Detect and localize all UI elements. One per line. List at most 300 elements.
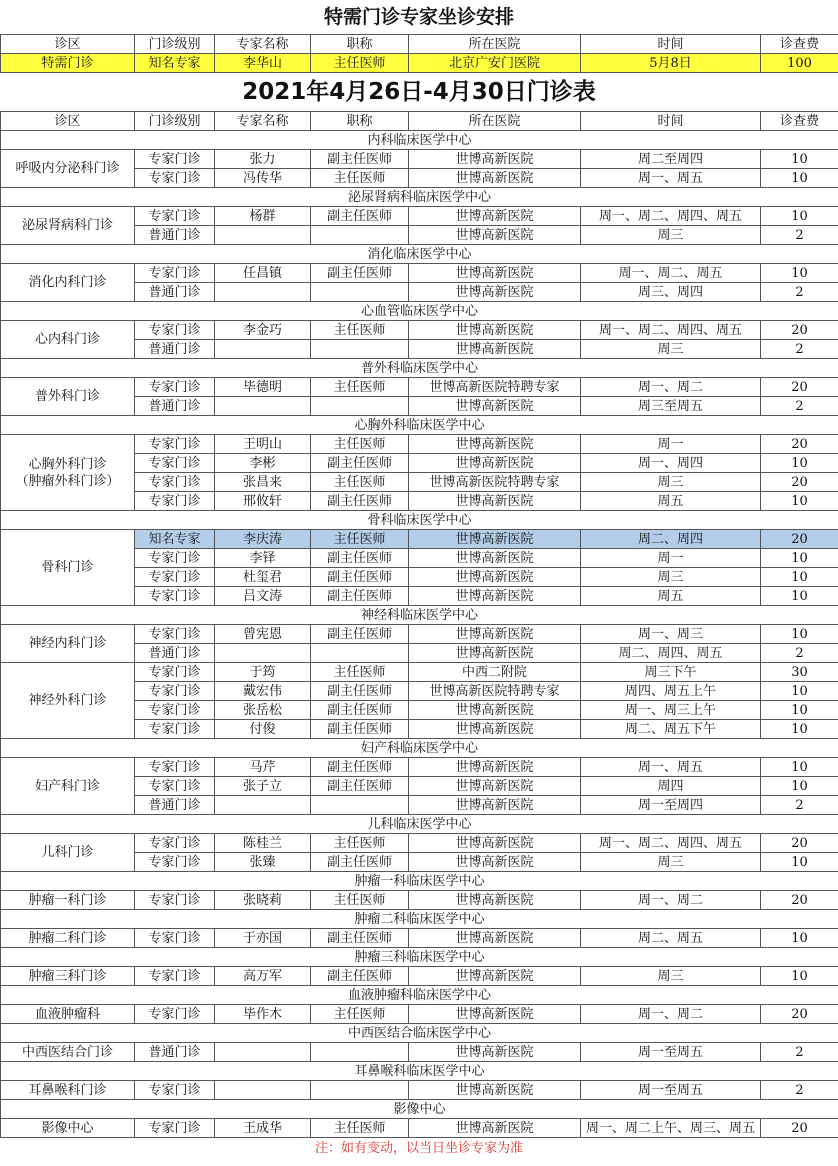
clinic-area-cell <box>1 1043 135 1062</box>
table-cell: 特需门诊 <box>1 54 135 73</box>
table-cell: 任昌镇 <box>215 264 311 283</box>
table-cell: 普通门诊 <box>135 340 215 359</box>
table-cell: 专家门诊 <box>135 568 215 587</box>
table-cell: 世博高新医院 <box>409 169 581 188</box>
table-cell: 周二、周五下午 <box>581 720 761 739</box>
table-cell: 10 <box>761 758 838 777</box>
table-cell: 10 <box>761 169 838 188</box>
section-header-row <box>1 739 838 758</box>
table-cell: 副主任医师 <box>311 853 409 872</box>
clinic-area-name: 神经外科门诊 <box>28 693 107 708</box>
table-cell: 主任医师 <box>311 378 409 397</box>
table-cell <box>215 226 311 245</box>
clinic-area-name: 普外科门诊 <box>34 389 100 404</box>
section-title: 心血管临床医学中心 <box>1 302 838 321</box>
clinic-area-cell <box>1 435 135 511</box>
table-cell: 张力 <box>215 150 311 169</box>
table-cell: 周一、周二、周四、周五 <box>581 321 761 340</box>
table-cell: 10 <box>761 625 838 644</box>
table-cell <box>215 283 311 302</box>
table-cell: 世博高新医院 <box>409 530 581 549</box>
table-cell: 世博高新医院 <box>409 1119 581 1138</box>
table-cell: 李庆涛 <box>215 530 311 549</box>
table-cell: 主任医师 <box>311 321 409 340</box>
table-cell: 世博高新医院 <box>409 587 581 606</box>
clinic-area-cell <box>1 891 135 910</box>
table-cell: 周一至周五 <box>581 1043 761 1062</box>
table-cell: 陈桂兰 <box>215 834 311 853</box>
table-cell: 20 <box>761 321 838 340</box>
table-cell: 副主任医师 <box>311 549 409 568</box>
clinic-area-cell <box>1 150 135 188</box>
table-cell: 普通门诊 <box>135 1043 215 1062</box>
table-row <box>1 435 838 454</box>
section-title: 耳鼻喉科临床医学中心 <box>1 1062 838 1081</box>
table-cell: 世博高新医院 <box>409 150 581 169</box>
table-row <box>1 207 838 226</box>
schedule-subtitle: 2021年4月26日-4月30日门诊表 <box>242 79 596 105</box>
clinic-area-cell <box>1 1081 135 1100</box>
clinic-area-cell <box>1 207 135 245</box>
table-cell: 马芹 <box>215 758 311 777</box>
table-cell: 周一、周二 <box>581 891 761 910</box>
table-cell: 专家门诊 <box>135 891 215 910</box>
table-cell: 李彬 <box>215 454 311 473</box>
table-cell: 张昌来 <box>215 473 311 492</box>
table-row <box>1 378 838 397</box>
section-header-row <box>1 815 838 834</box>
table-cell: 专家门诊 <box>135 473 215 492</box>
clinic-area-name: 肿瘤二科门诊 <box>28 930 107 946</box>
table-cell: 专家门诊 <box>135 454 215 473</box>
table-cell: 副主任医师 <box>311 568 409 587</box>
page-title: 特需门诊专家坐诊安排 <box>323 6 514 28</box>
table-cell: 周一、周五 <box>581 758 761 777</box>
table-cell: 世博高新医院 <box>409 701 581 720</box>
table-cell: 毕德明 <box>215 378 311 397</box>
clinic-area-cell <box>1 378 135 416</box>
section-title: 肿瘤二科临床医学中心 <box>1 910 838 929</box>
table-cell: 周一、周二、周四、周五 <box>581 207 761 226</box>
table-cell: 副主任医师 <box>311 929 409 948</box>
table-cell: 于筠 <box>215 663 311 682</box>
table-cell: 周一、周四 <box>581 454 761 473</box>
table-cell: 周一、周二、周五 <box>581 264 761 283</box>
table-cell: 世博高新医院 <box>409 492 581 511</box>
table-cell: 副主任医师 <box>311 207 409 226</box>
table-cell: 周四 <box>581 777 761 796</box>
table-cell: 世博高新医院 <box>409 777 581 796</box>
table-cell: 主任医师 <box>311 530 409 549</box>
table-cell: 周一、周二上午、周三、周五 <box>581 1119 761 1138</box>
table-cell: 2 <box>761 1043 838 1062</box>
clinic-area-name: 妇产科门诊 <box>34 778 100 794</box>
table-row <box>1 1043 838 1062</box>
table-cell: 专家门诊 <box>135 967 215 986</box>
table-cell: 周四、周五上午 <box>581 682 761 701</box>
table-cell: 世博高新医院 <box>409 796 581 815</box>
footnote: 注：如有变动，以当日坐诊专家为准 <box>314 1140 523 1156</box>
table-cell: 世博高新医院特聘专家 <box>409 473 581 492</box>
table-cell: 知名专家 <box>135 530 215 549</box>
table-cell: 戴宏伟 <box>215 682 311 701</box>
table-cell: 周二、周五 <box>581 929 761 948</box>
section-title: 骨科临床医学中心 <box>1 511 838 530</box>
table-cell: 专家门诊 <box>135 929 215 948</box>
table-cell: 专家门诊 <box>135 378 215 397</box>
header-cell: 职称 <box>311 112 409 131</box>
section-title: 肿瘤一科临床医学中心 <box>1 872 838 891</box>
header-cell: 所在医院 <box>409 112 581 131</box>
table-cell <box>215 644 311 663</box>
table-cell: 王成华 <box>215 1119 311 1138</box>
table-cell: 20 <box>761 1119 838 1138</box>
table-cell: 20 <box>761 473 838 492</box>
table-cell: 周三至周五 <box>581 397 761 416</box>
table-cell: 周一、周二 <box>581 1005 761 1024</box>
table-cell: 王明山 <box>215 435 311 454</box>
table-cell: 周一至周五 <box>581 1081 761 1100</box>
table-cell: 世博高新医院 <box>409 264 581 283</box>
table-cell: 世博高新医院 <box>409 853 581 872</box>
table-cell: 张岳松 <box>215 701 311 720</box>
table-cell: 周三 <box>581 568 761 587</box>
section-header-row <box>1 131 838 150</box>
header-cell: 诊查费 <box>761 112 838 131</box>
table-cell: 主任医师 <box>311 473 409 492</box>
table-row <box>1 891 838 910</box>
table-cell: 世博高新医院 <box>409 834 581 853</box>
section-title: 心胸外科临床医学中心 <box>1 416 838 435</box>
section-title: 泌尿肾病科临床医学中心 <box>1 188 838 207</box>
table-cell: 张晓莉 <box>215 891 311 910</box>
table-cell: 2 <box>761 340 838 359</box>
table-cell: 李金巧 <box>215 321 311 340</box>
table-cell: 周三 <box>581 340 761 359</box>
table-cell: 李铎 <box>215 549 311 568</box>
table-cell <box>215 1043 311 1062</box>
table-cell: 10 <box>761 967 838 986</box>
table-cell: 100 <box>761 54 838 73</box>
table-cell: 10 <box>761 853 838 872</box>
section-header-row <box>1 359 838 378</box>
section-header-row <box>1 948 838 967</box>
header-cell: 所在医院 <box>409 35 581 54</box>
clinic-area-cell <box>1 1119 135 1138</box>
clinic-area-name: 神经内科门诊 <box>28 636 107 651</box>
section-title: 内科临床医学中心 <box>1 131 838 150</box>
clinic-area-cell <box>1 1005 135 1024</box>
table-cell: 专家门诊 <box>135 1005 215 1024</box>
table-cell: 张子立 <box>215 777 311 796</box>
table-row <box>1 150 838 169</box>
table-cell <box>311 1043 409 1062</box>
section-title: 儿科临床医学中心 <box>1 815 838 834</box>
table-cell: 20 <box>761 891 838 910</box>
section-header-row <box>1 302 838 321</box>
table-row <box>1 625 838 644</box>
header-cell: 门诊级别 <box>135 35 215 54</box>
table-cell: 毕作木 <box>215 1005 311 1024</box>
clinic-area-cell <box>1 625 135 663</box>
table-row <box>1 758 838 777</box>
table-row <box>1 321 838 340</box>
table-cell: 中西二附院 <box>409 663 581 682</box>
table-cell: 2 <box>761 226 838 245</box>
header-cell: 诊区 <box>1 112 135 131</box>
table-cell: 副主任医师 <box>311 758 409 777</box>
clinic-area-name: 影像中心 <box>41 1120 94 1136</box>
table-cell: 专家门诊 <box>135 834 215 853</box>
table-cell: 周二、周四、周五 <box>581 644 761 663</box>
table-cell: 2 <box>761 644 838 663</box>
table-row <box>1 834 838 853</box>
clinic-area-name: 肿瘤一科门诊 <box>28 892 107 908</box>
table-cell: 周一、周二 <box>581 378 761 397</box>
table-cell: 专家门诊 <box>135 777 215 796</box>
table-cell: 专家门诊 <box>135 663 215 682</box>
table-cell: 2 <box>761 1081 838 1100</box>
table-cell: 专家门诊 <box>135 625 215 644</box>
section-header-row <box>1 872 838 891</box>
header-cell: 诊查费 <box>761 35 838 54</box>
section-header-row <box>1 1100 838 1119</box>
table-cell: 世博高新医院 <box>409 435 581 454</box>
table-cell: 李华山 <box>215 54 311 73</box>
table-cell: 主任医师 <box>311 1119 409 1138</box>
table-cell: 知名专家 <box>135 54 215 73</box>
table-cell <box>311 283 409 302</box>
clinic-area-cell <box>1 663 135 739</box>
section-title: 血液肿瘤科临床医学中心 <box>1 986 838 1005</box>
table-cell: 周二至周四 <box>581 150 761 169</box>
table-cell: 10 <box>761 568 838 587</box>
header-cell: 门诊级别 <box>135 112 215 131</box>
table-cell: 主任医师 <box>311 54 409 73</box>
table-row <box>1 663 838 682</box>
table-cell: 世博高新医院 <box>409 1081 581 1100</box>
section-title: 肿瘤三科临床医学中心 <box>1 948 838 967</box>
clinic-area-cell <box>1 321 135 359</box>
note-table <box>0 1138 838 1158</box>
table-cell <box>215 397 311 416</box>
table-cell: 10 <box>761 454 838 473</box>
table-cell: 世博高新医院 <box>409 758 581 777</box>
table-cell: 专家门诊 <box>135 853 215 872</box>
header-cell: 职称 <box>311 35 409 54</box>
table-cell: 专家门诊 <box>135 549 215 568</box>
table-cell: 主任医师 <box>311 169 409 188</box>
table-cell: 周三 <box>581 853 761 872</box>
table-cell: 普通门诊 <box>135 283 215 302</box>
table-cell: 世博高新医院 <box>409 454 581 473</box>
table-cell: 10 <box>761 929 838 948</box>
table-cell <box>311 796 409 815</box>
table-cell: 10 <box>761 720 838 739</box>
clinic-area-cell <box>1 758 135 815</box>
table-cell: 10 <box>761 264 838 283</box>
table-cell: 杜玺君 <box>215 568 311 587</box>
clinic-area-name: 心胸外科门诊 <box>28 456 107 472</box>
table-cell: 世博高新医院 <box>409 207 581 226</box>
table-cell: 世博高新医院 <box>409 929 581 948</box>
header-cell: 时间 <box>581 112 761 131</box>
table-cell: 专家门诊 <box>135 1081 215 1100</box>
table-cell: 10 <box>761 492 838 511</box>
table-cell: 10 <box>761 587 838 606</box>
table-cell: 周二、周四 <box>581 530 761 549</box>
section-header-row <box>1 1062 838 1081</box>
table-cell: 副主任医师 <box>311 264 409 283</box>
table-cell: 世博高新医院特聘专家 <box>409 682 581 701</box>
clinic-area-name: 泌尿肾病科门诊 <box>21 218 113 233</box>
table-cell: 10 <box>761 549 838 568</box>
table-cell <box>215 796 311 815</box>
table-cell: 杨群 <box>215 207 311 226</box>
table-cell: 普通门诊 <box>135 226 215 245</box>
table-cell: 专家门诊 <box>135 1119 215 1138</box>
table-cell: 30 <box>761 663 838 682</box>
table-cell: 专家门诊 <box>135 169 215 188</box>
table-row <box>1 530 838 549</box>
table-cell: 副主任医师 <box>311 625 409 644</box>
table-cell: 周三、周四 <box>581 283 761 302</box>
table-row <box>1 1081 838 1100</box>
table-cell <box>311 226 409 245</box>
table-cell: 普通门诊 <box>135 796 215 815</box>
table-cell <box>311 644 409 663</box>
clinic-area-name: 呼吸内分泌科门诊 <box>15 161 120 176</box>
clinic-area-cell <box>1 834 135 872</box>
table-cell: 周五 <box>581 492 761 511</box>
table-cell: 周一、周二、周四、周五 <box>581 834 761 853</box>
table-cell: 付俊 <box>215 720 311 739</box>
table-cell: 世博高新医院特聘专家 <box>409 378 581 397</box>
table-cell: 副主任医师 <box>311 492 409 511</box>
table-cell: 专家门诊 <box>135 758 215 777</box>
section-header-row <box>1 1024 838 1043</box>
table-cell: 世博高新医院 <box>409 625 581 644</box>
table-cell: 周一 <box>581 435 761 454</box>
table-cell: 10 <box>761 682 838 701</box>
schedule-table <box>0 111 838 1138</box>
table-cell: 主任医师 <box>311 834 409 853</box>
table-cell <box>215 1081 311 1100</box>
table-row <box>1 264 838 283</box>
table-cell: 2 <box>761 796 838 815</box>
header-cell: 专家名称 <box>215 35 311 54</box>
special-clinic-table <box>0 34 838 73</box>
table-cell: 10 <box>761 150 838 169</box>
section-header-row <box>1 910 838 929</box>
table-cell: 主任医师 <box>311 663 409 682</box>
table-cell: 周三 <box>581 967 761 986</box>
table-cell: 世博高新医院 <box>409 397 581 416</box>
table-cell: 副主任医师 <box>311 682 409 701</box>
table-cell: 曾宪恩 <box>215 625 311 644</box>
header-cell: 时间 <box>581 35 761 54</box>
table-cell: 10 <box>761 207 838 226</box>
clinic-area-name: 消化内科门诊 <box>28 275 107 290</box>
table-cell: 专家门诊 <box>135 492 215 511</box>
table-cell: 副主任医师 <box>311 150 409 169</box>
table-cell: 周一、周五 <box>581 169 761 188</box>
table-cell: 普通门诊 <box>135 644 215 663</box>
table-cell: 世博高新医院 <box>409 283 581 302</box>
section-title: 消化临床医学中心 <box>1 245 838 264</box>
table-cell: 20 <box>761 834 838 853</box>
section-title: 神经科临床医学中心 <box>1 606 838 625</box>
clinic-area-name: 肿瘤三科门诊 <box>28 968 107 984</box>
clinic-area-subname: （肿瘤外科门诊） <box>15 473 120 489</box>
table-cell: 周三 <box>581 226 761 245</box>
clinic-area-name: 骨科门诊 <box>41 560 94 575</box>
table-row <box>1 1119 838 1138</box>
table-cell <box>215 340 311 359</box>
section-title: 中西医结合临床医学中心 <box>1 1024 838 1043</box>
section-header-row <box>1 245 838 264</box>
clinic-area-name: 血液肿瘤科 <box>34 1006 100 1022</box>
table-cell: 专家门诊 <box>135 720 215 739</box>
section-title: 影像中心 <box>1 1100 838 1119</box>
table-cell: 世博高新医院 <box>409 1043 581 1062</box>
table-cell: 副主任医师 <box>311 720 409 739</box>
section-header-row <box>1 986 838 1005</box>
table-cell: 周三下午 <box>581 663 761 682</box>
table-cell: 普通门诊 <box>135 397 215 416</box>
table-cell: 副主任医师 <box>311 454 409 473</box>
table-cell: 专家门诊 <box>135 150 215 169</box>
clinic-area-cell <box>1 530 135 606</box>
clinic-area-name: 耳鼻喉科门诊 <box>28 1082 107 1098</box>
table-cell: 世博高新医院 <box>409 226 581 245</box>
table-cell <box>311 1081 409 1100</box>
table-cell: 主任医师 <box>311 891 409 910</box>
table-cell: 吕文涛 <box>215 587 311 606</box>
table-cell: 专家门诊 <box>135 321 215 340</box>
table-cell: 世博高新医院 <box>409 891 581 910</box>
header-row <box>1 112 838 131</box>
section-header-row <box>1 188 838 207</box>
table-cell: 世博高新医院 <box>409 321 581 340</box>
table-cell: 副主任医师 <box>311 967 409 986</box>
table-cell: 主任医师 <box>311 435 409 454</box>
table-cell: 专家门诊 <box>135 207 215 226</box>
table-cell: 世博高新医院 <box>409 340 581 359</box>
table-cell: 周五 <box>581 587 761 606</box>
table-cell: 20 <box>761 435 838 454</box>
section-header-row <box>1 606 838 625</box>
table-cell: 世博高新医院 <box>409 720 581 739</box>
table-row <box>1 967 838 986</box>
table-cell: 周一至周四 <box>581 796 761 815</box>
section-header-row <box>1 416 838 435</box>
table-cell: 周一 <box>581 549 761 568</box>
table-cell: 周三 <box>581 473 761 492</box>
table-row <box>1 929 838 948</box>
table-cell: 冯传华 <box>215 169 311 188</box>
table-cell: 专家门诊 <box>135 701 215 720</box>
section-title: 普外科临床医学中心 <box>1 359 838 378</box>
table-cell: 高万军 <box>215 967 311 986</box>
table-cell: 主任医师 <box>311 1005 409 1024</box>
table-cell: 副主任医师 <box>311 587 409 606</box>
table-cell: 张臻 <box>215 853 311 872</box>
table-cell: 世博高新医院 <box>409 1005 581 1024</box>
table-cell: 10 <box>761 701 838 720</box>
table-cell: 世博高新医院 <box>409 644 581 663</box>
table-cell: 5月8日 <box>581 54 761 73</box>
